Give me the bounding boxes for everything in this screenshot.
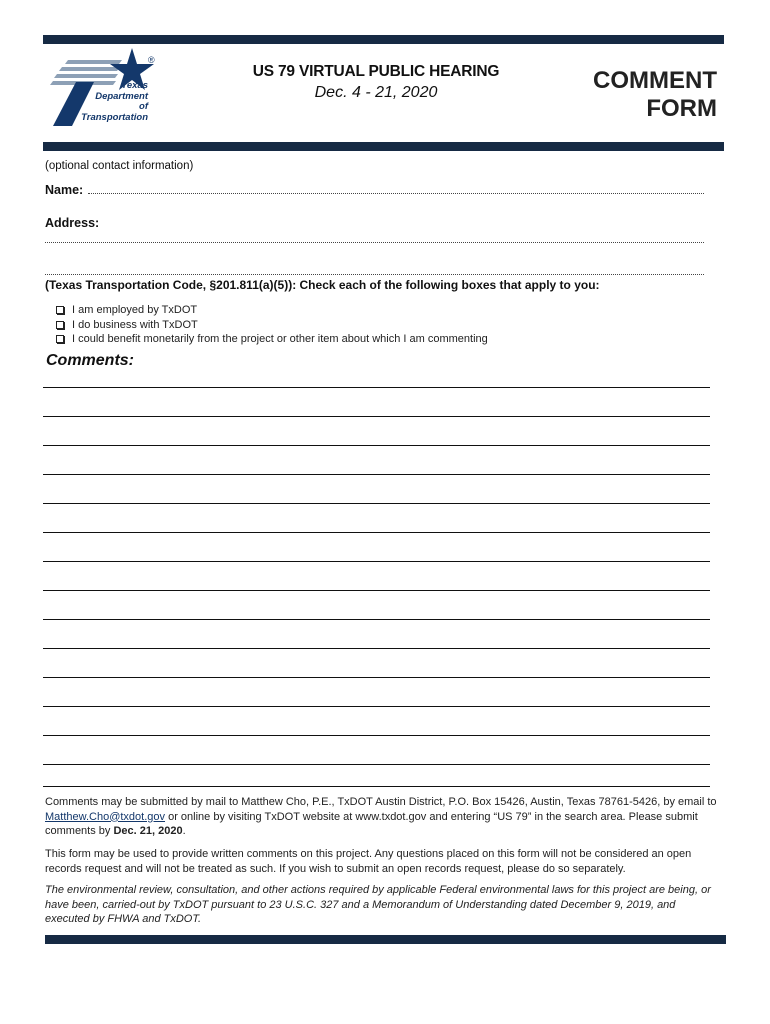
checkbox-employed[interactable] (56, 306, 64, 314)
address-label: Address: (45, 216, 100, 230)
comment-line[interactable] (43, 445, 710, 446)
form-title: COMMENT FORM (593, 67, 717, 122)
disclosure-heading: (Texas Transportation Code, §201.811(a)(5)): Check each of the following boxes that apply to you: (45, 278, 600, 292)
checkbox-label: I do business with TxDOT (72, 318, 198, 331)
bottom-border-bar (45, 935, 726, 944)
comment-line[interactable] (43, 677, 710, 678)
checkbox-benefit[interactable] (56, 335, 64, 343)
comment-line[interactable] (43, 416, 710, 417)
checkbox-label: I am employed by TxDOT (72, 304, 198, 317)
comment-line[interactable] (43, 503, 710, 504)
comment-line[interactable] (43, 764, 710, 765)
name-field[interactable] (88, 193, 704, 194)
comment-line[interactable] (43, 590, 710, 591)
checkbox-row-benefit[interactable] (56, 332, 488, 347)
comments-heading: Comments: (46, 352, 135, 369)
disclosure-checkbox-list (56, 303, 488, 347)
deadline: Dec. 21, 2020 (113, 825, 183, 837)
checkbox-row-business[interactable] (56, 318, 488, 333)
hearing-title: US 79 VIRTUAL PUBLIC HEARING (252, 63, 500, 80)
logo-text: Texas Department of Transportation (81, 80, 148, 123)
checkbox-label: I could benefit monetarily from the project or other item about which I am commenting (72, 333, 488, 346)
comment-line[interactable] (43, 735, 710, 736)
submission-instructions: Comments may be submitted by mail to Matthew Cho, P.E., TxDOT Austin District, P.O. Box 15426, Austin, Texas 78761-5426, by email to Matthew.Cho@txdot.gov or online by visiting TxDOT website at www.txdot.gov and entering “US 79” in the search area. Please submit comments by Dec. 21, 2020. (45, 796, 717, 837)
address-field-line-1[interactable] (45, 242, 704, 243)
records-disclaimer: This form may be used to provide written comments on this project. Any questions placed on this form will not be considered an open records request and will not be treated as such. If you wish to submit an open records request, please do so separately. (45, 848, 692, 875)
comment-line[interactable] (43, 619, 710, 620)
checkbox-business[interactable] (56, 321, 64, 329)
comment-line[interactable] (43, 474, 710, 475)
optional-contact-note: (optional contact information) (45, 160, 194, 172)
environmental-statement: The environmental review, consultation, and other actions required by applicable Federal environmental laws for this project are being, or have been, carried-out by TxDOT pursuant to 23 U.S.C. 327 and a Memorandum of Understanding dated December 9, 2019, and executed by FHWA and TxDOT. (45, 884, 711, 925)
comment-line[interactable] (43, 561, 710, 562)
comment-line[interactable] (43, 387, 710, 388)
top-border-bar (43, 35, 724, 44)
hearing-date: Dec. 4 - 21, 2020 (314, 84, 438, 101)
comment-line[interactable] (43, 786, 710, 787)
address-field-line-2[interactable] (45, 274, 704, 275)
header-divider-bar (43, 142, 724, 151)
registered-mark: ® (148, 55, 155, 65)
name-label: Name: (45, 183, 84, 197)
checkbox-row-employed[interactable] (56, 303, 488, 318)
email-link[interactable]: Matthew.Cho@txdot.gov (45, 810, 166, 823)
comment-line[interactable] (43, 706, 710, 707)
comment-line[interactable] (43, 532, 710, 533)
comment-line[interactable] (43, 648, 710, 649)
